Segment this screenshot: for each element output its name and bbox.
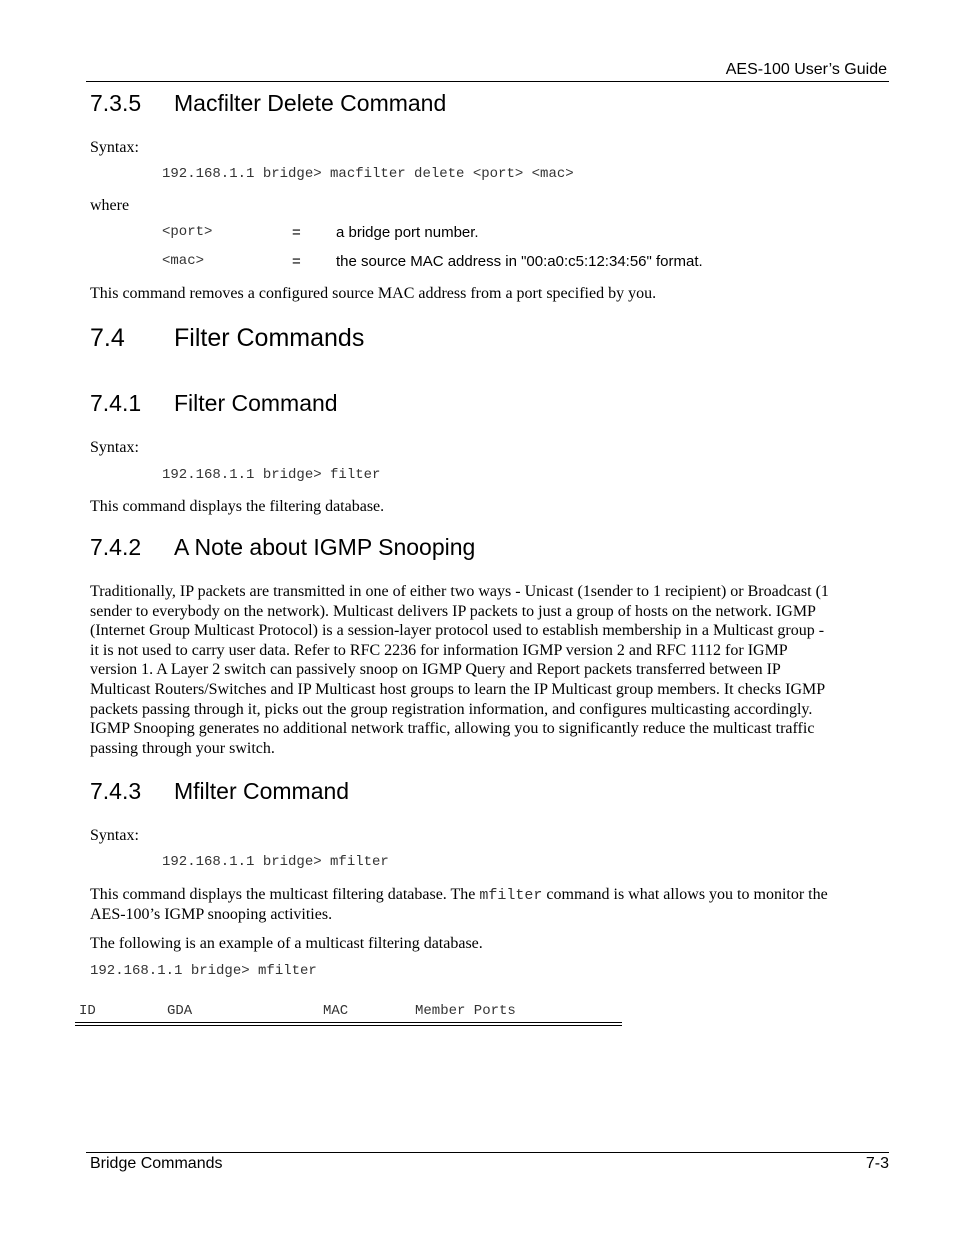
- syntax-command: 192.168.1.1 bridge> filter: [162, 467, 381, 483]
- section-number: 7.4.2: [90, 534, 142, 560]
- section-number: 7.4.3: [90, 778, 142, 804]
- param-name: <port>: [162, 224, 213, 240]
- param-description: the source MAC address in "00:a0:c5:12:34:56" format.: [336, 253, 703, 270]
- section-heading-7-4-3: [90, 778, 790, 808]
- table-header-rule-bottom: [75, 1025, 622, 1026]
- document-title: AES-100 User’s Guide: [725, 61, 887, 78]
- paragraph-line: Traditionally, IP packets are transmitted in one of either two ways - Unicast (1sender to 1 recipient) or Broadcast (1: [90, 583, 829, 600]
- mfilter-description-line-2: AES-100’s IGMP snooping activities.: [90, 906, 333, 923]
- section-number: 7.4: [90, 324, 125, 352]
- paragraph-line: sender to everybody on the network). Multicast delivers IP packets to just a group of hosts on the network. IGMP: [90, 602, 816, 620]
- footer-section-name: Bridge Commands: [90, 1155, 223, 1172]
- description-text: command is what allows you to monitor the: [542, 886, 828, 903]
- section-heading-7-3-5: [90, 90, 790, 120]
- igmp-paragraph: [90, 582, 890, 758]
- section-description: This command removes a configured source MAC address from a port specified by you.: [90, 285, 657, 302]
- section-number: 7.4.1: [90, 390, 142, 416]
- param-description: a bridge port number.: [336, 224, 479, 241]
- table-header-gda: GDA: [167, 1003, 193, 1019]
- syntax-command: 192.168.1.1 bridge> macfilter delete <port> <mac>: [162, 166, 574, 182]
- where-label: where: [90, 197, 130, 214]
- paragraph-line: IGMP Snooping generates no additional network traffic, allowing you to significantly reduce the multicast traffic: [90, 720, 815, 738]
- example-command: 192.168.1.1 bridge> mfilter: [90, 963, 317, 979]
- param-name: <mac>: [162, 253, 205, 269]
- param-equals: =: [292, 253, 301, 270]
- paragraph-line: Multicast Routers/Switches and IP Multicast host groups to learn the IP Multicast group members. It checks IGMP: [90, 680, 826, 698]
- section-title: Filter Commands: [174, 324, 365, 352]
- section-title: Filter Command: [174, 390, 338, 416]
- section-number: 7.3.5: [90, 90, 142, 116]
- paragraph-line: (Internet Group Multicast Protocol) is a session-layer protocol used to establish membership in a Multicast group -: [90, 622, 825, 640]
- section-heading-7-4-2: [90, 534, 790, 564]
- paragraph-line: version 1. A Layer 2 switch can passively snoop on IGMP Query and Report packets transferred between IP: [90, 661, 781, 679]
- paragraph-line: packets passing through it, picks out the group registration information, and configures multicasting accordingly.: [90, 700, 813, 718]
- paragraph-line: passing through your switch.: [90, 739, 275, 757]
- param-equals: =: [292, 224, 301, 241]
- section-title: Mfilter Command: [174, 778, 350, 804]
- section-heading-7-4: [90, 324, 790, 358]
- inline-code: mfilter: [479, 887, 543, 904]
- mfilter-description-line-1: [90, 885, 828, 906]
- footer-rule: [86, 1152, 889, 1153]
- table-header-rule-top: [75, 1022, 622, 1023]
- syntax-label: Syntax:: [90, 139, 139, 156]
- description-text: This command displays the multicast filtering database. The: [90, 886, 480, 903]
- section-title: A Note about IGMP Snooping: [174, 534, 476, 560]
- section-description: This command displays the filtering database.: [90, 498, 385, 515]
- footer-page-number: 7-3: [865, 1155, 889, 1172]
- section-heading-7-4-1: [90, 390, 790, 420]
- section-title: Macfilter Delete Command: [174, 90, 447, 116]
- syntax-label: Syntax:: [90, 439, 139, 456]
- table-header-mac: MAC: [323, 1003, 349, 1019]
- table-header-id: ID: [79, 1003, 96, 1019]
- header-rule: [86, 81, 889, 82]
- paragraph-line: it is not used to carry user data. Refer to RFC 2236 for information IGMP version 2 and RFC 1112 for IGMP: [90, 641, 788, 659]
- syntax-label: Syntax:: [90, 827, 139, 844]
- example-intro: The following is an example of a multicast filtering database.: [90, 935, 483, 952]
- table-header-member-ports: Member Ports: [415, 1003, 516, 1019]
- syntax-command: 192.168.1.1 bridge> mfilter: [162, 854, 389, 870]
